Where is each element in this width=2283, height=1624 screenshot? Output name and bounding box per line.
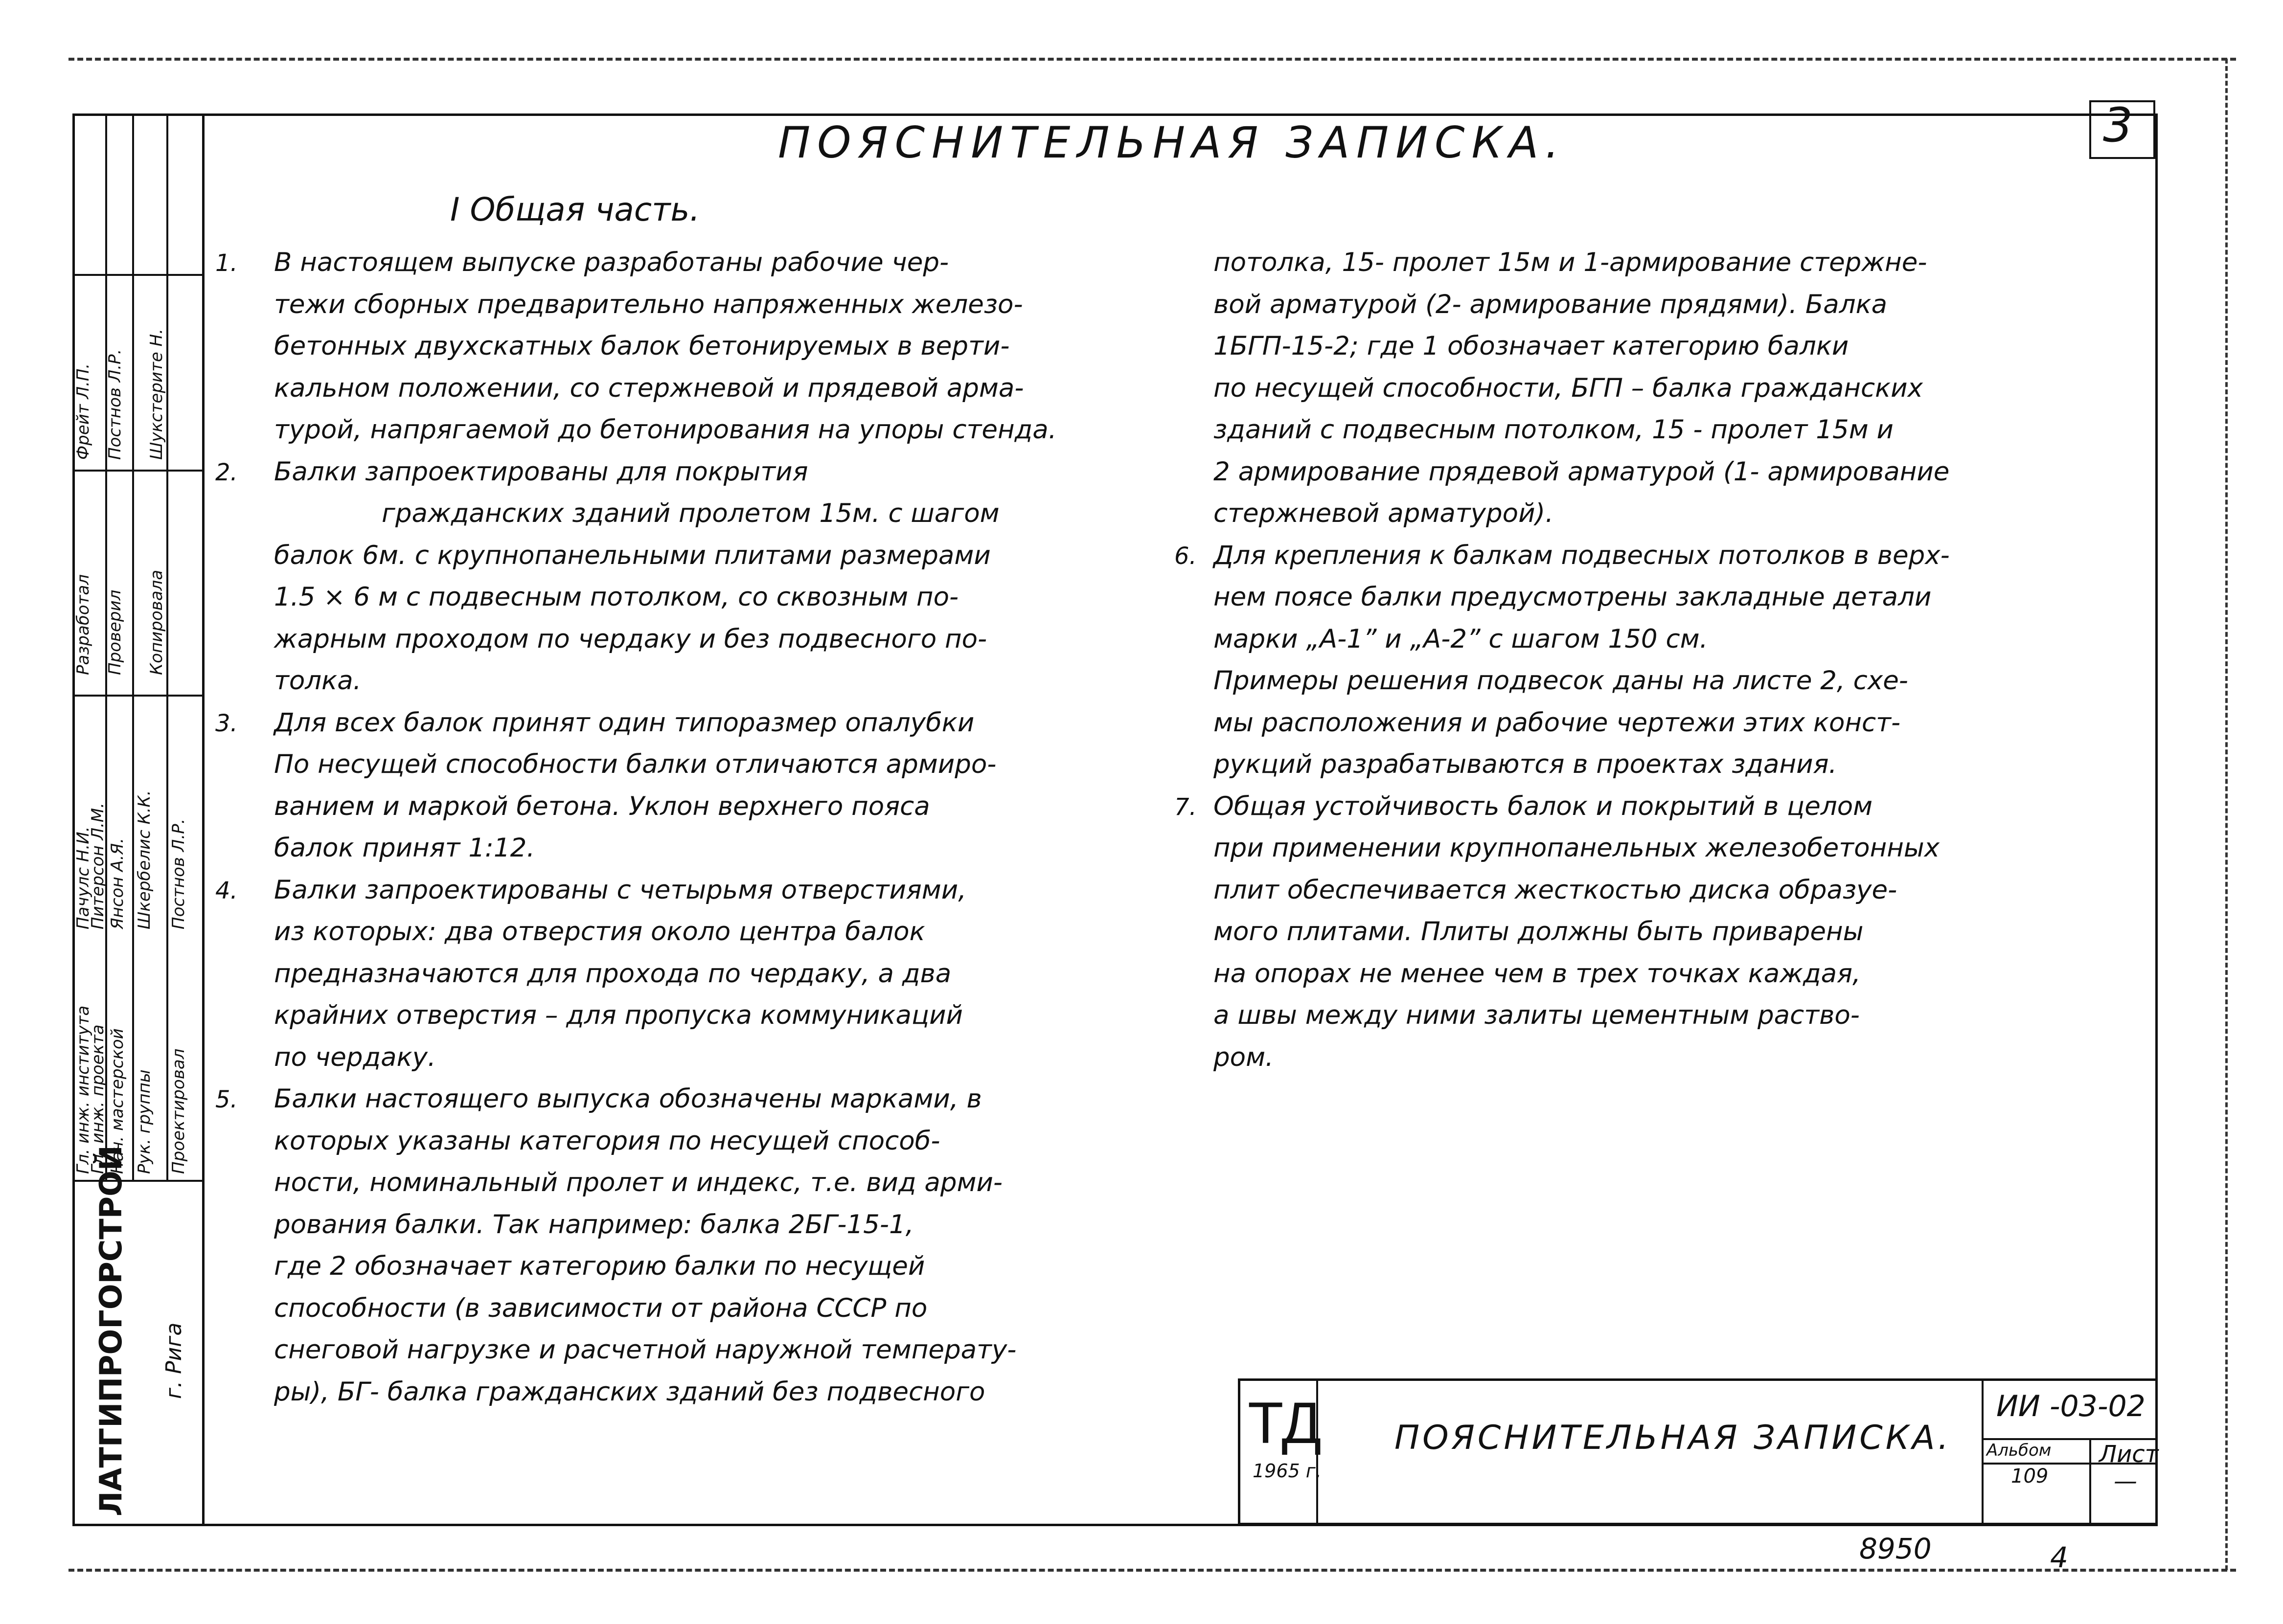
side-stamp-role: Нач. мастерской — [108, 1028, 127, 1174]
item-number: 3. — [215, 709, 238, 737]
paragraph-text: Балки запроектированы с четырьмя отверстиями, — [274, 875, 967, 905]
paragraph-text: вой арматурой (2- армирование прядями). Балка — [1213, 289, 1888, 319]
top-cut-line — [68, 58, 2236, 61]
title-block-divider — [2089, 1438, 2091, 1525]
paragraph-text: По несущей способности балки отличаются армиро- — [274, 749, 997, 779]
side-stamp-role: Рук. группы — [135, 1069, 154, 1174]
item-number: 4. — [215, 877, 238, 904]
paragraph-text: ры), БГ- балка гражданских зданий без подвесного — [274, 1376, 985, 1407]
title-block-divider — [1982, 1378, 1984, 1525]
side-stamp-divider — [72, 470, 205, 472]
side-stamp-divider — [72, 695, 205, 697]
paragraph-text: ванием и маркой бетона. Уклон верхнего пояса — [274, 791, 930, 821]
paragraph-text: предназначаются для прохода по чердаку, а два — [274, 958, 952, 989]
paragraph-text: которых указаны категория по несущей способ- — [274, 1126, 940, 1156]
item-number: 5. — [215, 1086, 238, 1113]
paragraph-text: марки „А-1” и „А-2” с шагом 150 см. — [1213, 624, 1708, 654]
paragraph-text: снеговой нагрузке и расчетной наружной температу- — [274, 1335, 1017, 1365]
side-stamp-role: Гл. инж. проекта — [88, 1024, 108, 1174]
below-page-number: 4 — [2050, 1541, 2068, 1574]
bottom-cut-line — [68, 1569, 2236, 1572]
paragraph-text: жарным проходом по чердаку и без подвесного по- — [274, 624, 987, 654]
drawing-number: 8950 — [1859, 1532, 1932, 1565]
td-mark: ТД — [1248, 1390, 1322, 1456]
paragraph-text: бетонных двухскатных балок бетонируемых в верти- — [274, 331, 1010, 361]
title-block-code: ИИ -03-02 — [1996, 1389, 2146, 1423]
paragraph-text: Общая устойчивость балок и покрытий в целом — [1213, 791, 1873, 821]
side-stamp-name: Шкербелис К.К. — [135, 790, 154, 929]
side-stamp-divider — [132, 113, 134, 1180]
paragraph-text: а швы между ними залиты цементным раство- — [1213, 1000, 1860, 1030]
paragraph-text: где 2 обозначает категорию балки по несущей — [274, 1251, 925, 1281]
paragraph-text: потолка, 15- пролет 15м и 1-армирование стержне- — [1213, 248, 1927, 277]
album-value: 109 — [2011, 1465, 2049, 1488]
paragraph-text: крайних отверстия – для пропуска коммуникаций — [274, 1000, 963, 1030]
side-stamp-name: Постнов Л.Р. — [169, 818, 188, 929]
side-stamp-role: Разработал — [73, 574, 93, 675]
left-text-column — [215, 249, 1145, 1414]
side-stamp-city: г. Рига — [161, 1322, 186, 1399]
paragraph-text: кальном положении, со стержневой и прядевой арма- — [274, 373, 1024, 403]
sheet-value: — — [2114, 1467, 2137, 1495]
paragraph-text: Примеры решения подвесок даны на листе 2, схе- — [1213, 666, 1908, 696]
paragraph-text: зданий с подвесным потолком, 15 - пролет 15м и — [1213, 415, 1894, 445]
right-cut-line — [2225, 59, 2228, 1570]
paragraph-text: балок 6м. с крупнопанельными плитами размерами — [274, 540, 991, 570]
paragraph-text: В настоящем выпуске разработаны рабочие чер- — [274, 248, 949, 277]
side-stamp-divider — [166, 113, 168, 1180]
right-text-column — [1174, 249, 2104, 1130]
side-stamp-name: Шукстерите Н. — [147, 328, 166, 460]
side-stamp-name: Фрейт Л.П. — [73, 363, 93, 460]
paragraph-text: по несущей способности, БГП – балка гражданских — [1213, 373, 1923, 403]
paragraph-text: из которых: два отверстия около центра балок — [274, 917, 925, 947]
paragraph-text: Балки настоящего выпуска обозначены марками, в — [274, 1084, 982, 1114]
paragraph-text: турой, напрягаемой до бетонирования на упоры стенда. — [274, 415, 1057, 445]
section-heading: I Общая часть. — [450, 191, 700, 228]
paragraph-text: гражданских зданий пролетом 15м. с шагом — [382, 498, 1000, 528]
side-stamp-name: Янсон А.Я. — [108, 838, 127, 929]
side-stamp-role: Копировала — [147, 569, 166, 675]
paragraph-text: ром. — [1213, 1042, 1274, 1072]
side-stamp-org: ЛАТГИПРОГОРСТРОЙ — [93, 1145, 129, 1516]
paragraph-text: тежи сборных предварительно напряженных железо- — [274, 289, 1023, 319]
paragraph-text: 2 армирование прядевой арматурой (1- армирование — [1213, 456, 1950, 487]
paragraph-text: стержневой арматурой). — [1213, 498, 1554, 528]
title-block-title: ПОЯСНИТЕЛЬНАЯ ЗАПИСКА. — [1394, 1419, 1952, 1457]
side-stamp-divider — [72, 274, 205, 276]
paragraph-text: нем поясе балки предусмотрены закладные детали — [1213, 582, 1932, 612]
paragraph-text: Балки запроектированы для покрытия — [274, 456, 808, 487]
side-stamp-name: Постнов Л.Р. — [105, 349, 125, 460]
side-stamp-role: Проектировал — [169, 1048, 188, 1174]
side-stamp-name: Пачулс Н.И. — [73, 826, 93, 929]
paragraph-text: на опорах не менее чем в трех точках каждая, — [1213, 958, 1861, 989]
paragraph-text: балок принят 1:12. — [274, 833, 535, 863]
paragraph-text: ности, номинальный пролет и индекс, т.е. вид арми- — [274, 1168, 1003, 1197]
paragraph-text: по чердаку. — [274, 1042, 436, 1072]
paragraph-text: 1БГП-15-2; где 1 обозначает категорию балки — [1213, 331, 1849, 361]
title-block-divider — [1982, 1438, 2158, 1440]
paragraph-text: мы расположения и рабочие чертежи этих конст- — [1213, 707, 1901, 738]
page-number: 3 — [2103, 98, 2133, 153]
side-stamp-name: Питерсон Л.М. — [88, 802, 108, 929]
item-number: 7. — [1174, 793, 1197, 821]
item-number: 2. — [215, 458, 238, 486]
paragraph-text: рования балки. Так например: балка 2БГ-15-1, — [274, 1209, 914, 1240]
side-stamp-role: Проверил — [105, 589, 125, 675]
paragraph-text: при применении крупнопанельных железобетонных — [1213, 833, 1940, 863]
paragraph-text: Для всех балок принят один типоразмер опалубки — [274, 707, 975, 738]
album-label: Альбом — [1986, 1441, 2052, 1460]
paragraph-text: плит обеспечивается жесткостью диска образуе- — [1213, 875, 1897, 905]
side-stamp-divider — [72, 1180, 205, 1182]
paragraph-text: 1.5 × 6 м с подвесным потолком, со сквозным по- — [274, 582, 959, 612]
sheet-label: Лист — [2099, 1441, 2159, 1468]
item-number: 1. — [215, 249, 238, 277]
paragraph-text: способности (в зависимости от района СССР по — [274, 1293, 928, 1323]
side-stamp-role: Гл. инж. института — [73, 1005, 93, 1174]
paragraph-text: Для крепления к балкам подвесных потолков в верх- — [1213, 540, 1950, 570]
paragraph-text: мого плитами. Плиты должны быть приварены — [1213, 917, 1864, 947]
title-block-year: 1965 г. — [1253, 1460, 1322, 1482]
paragraph-text: рукций разрабатываются в проектах здания. — [1213, 749, 1837, 779]
paragraph-text: толка. — [274, 666, 362, 696]
item-number: 6. — [1174, 542, 1197, 570]
page-title: ПОЯСНИТЕЛЬНАЯ ЗАПИСКА. — [778, 117, 1566, 168]
